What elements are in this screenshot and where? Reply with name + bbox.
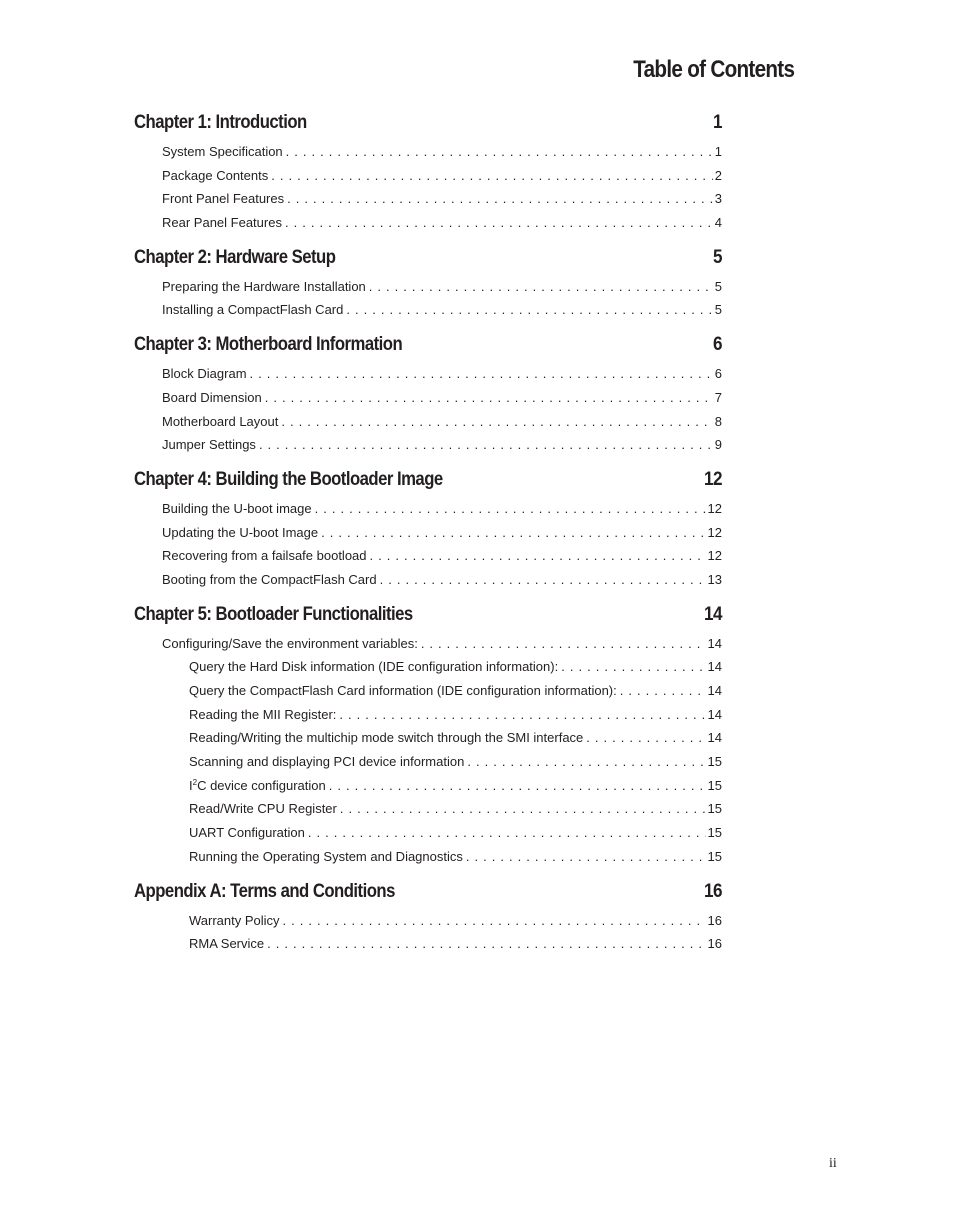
dot-leader <box>308 825 706 840</box>
chapter-page-number: 14 <box>704 603 722 625</box>
chapter-section <box>134 604 722 873</box>
toc-entry-page-number: 9 <box>714 437 722 453</box>
dot-leader <box>380 572 706 587</box>
toc-entry-page-number: 12 <box>707 524 722 540</box>
toc-entry[interactable] <box>134 636 722 660</box>
toc-entry[interactable] <box>134 414 722 438</box>
dot-leader <box>586 730 705 745</box>
toc-entry-title: Block Diagram <box>162 366 247 382</box>
toc-entry[interactable] <box>134 683 722 707</box>
toc-entry[interactable] <box>134 437 722 461</box>
chapter-title: Chapter 3: Motherboard Information <box>134 334 403 356</box>
dot-leader <box>267 936 705 951</box>
toc-entry[interactable] <box>134 501 722 525</box>
chapter-section <box>134 334 722 461</box>
toc-entry-title: Configuring/Save the environment variables: <box>162 635 418 651</box>
page-number: ii <box>829 1156 837 1171</box>
chapter-page-number: 6 <box>713 334 722 356</box>
dot-leader <box>466 849 706 864</box>
toc-entry-page-number: 5 <box>714 302 722 318</box>
chapter-section <box>134 247 722 326</box>
dot-leader <box>285 215 713 230</box>
dot-leader <box>250 366 713 381</box>
chapter-section <box>134 469 722 596</box>
dot-leader <box>620 683 706 698</box>
toc-entry-title: Recovering from a failsafe bootload <box>162 548 367 564</box>
toc-entry-title-prefix: I <box>189 777 193 793</box>
toc-entry-page-number: 14 <box>707 730 722 746</box>
toc-entry[interactable] <box>134 913 722 937</box>
toc-entry-title: Updating the U-boot Image <box>162 524 319 540</box>
dot-leader <box>329 778 706 793</box>
toc-entry-page-number: 15 <box>707 754 722 770</box>
toc-entry-title: Query the CompactFlash Card information (IDE configuration information): <box>189 683 617 698</box>
chapter-heading[interactable] <box>134 881 722 909</box>
toc-entry-title: Motherboard Layout <box>162 413 279 429</box>
toc-entry-page-number: 15 <box>707 825 722 841</box>
toc-entry[interactable] <box>134 144 722 168</box>
toc-entry-page-number: 13 <box>707 571 722 587</box>
dot-leader <box>315 501 706 516</box>
toc-entry[interactable] <box>134 168 722 192</box>
dot-leader <box>421 636 706 651</box>
chapter-page-number: 1 <box>713 112 722 133</box>
chapter-page-number: 5 <box>713 246 722 268</box>
toc-entry[interactable] <box>134 730 722 754</box>
toc-entry-title: Installing a CompactFlash Card <box>162 302 344 318</box>
toc-entry-page-number: 1 <box>714 144 722 159</box>
toc-entry-title: Preparing the Hardware Installation <box>162 278 366 294</box>
toc-entry[interactable] <box>134 778 722 802</box>
toc-entry-page-number: 8 <box>714 413 722 429</box>
chapter-title: Chapter 4: Building the Bootloader Image <box>134 468 443 490</box>
chapter-section <box>134 112 722 239</box>
chapter-heading[interactable] <box>134 247 722 275</box>
chapter-heading[interactable] <box>134 604 722 632</box>
toc-entry[interactable] <box>134 754 722 778</box>
toc-entry[interactable] <box>134 525 722 549</box>
chapter-heading[interactable] <box>134 469 722 497</box>
toc-entry-title-text: C device configuration <box>197 777 326 793</box>
toc-entry[interactable] <box>134 659 722 683</box>
toc-entry-page-number: 14 <box>707 683 722 698</box>
toc-entry-page-number: 16 <box>707 936 722 952</box>
dot-leader <box>281 414 712 429</box>
toc-entry-page-number: 15 <box>707 777 722 793</box>
toc-entry[interactable] <box>134 366 722 390</box>
toc-entry-title: Jumper Settings <box>162 437 256 453</box>
toc-entry-page-number: 3 <box>714 191 722 207</box>
toc-entry-title: Package Contents <box>162 167 269 183</box>
toc-entry[interactable] <box>134 572 722 596</box>
chapter-heading[interactable] <box>134 334 722 362</box>
toc-entry-page-number: 16 <box>707 912 722 928</box>
page-title: Table of Contents <box>632 56 794 83</box>
dot-leader <box>265 390 713 405</box>
toc-entry-title: Front Panel Features <box>162 191 285 207</box>
toc-entry-title: Scanning and displaying PCI device information <box>189 754 465 770</box>
chapter-title: Chapter 5: Bootloader Functionalities <box>134 603 413 625</box>
toc-entry[interactable] <box>134 849 722 873</box>
toc-entry-page-number: 5 <box>714 278 722 294</box>
toc-entry[interactable] <box>134 801 722 825</box>
dot-leader <box>340 801 706 816</box>
toc-entry-title: Read/Write CPU Register <box>189 801 337 817</box>
dot-leader <box>286 144 713 159</box>
toc-entry-title-superscript: 2 <box>192 777 198 787</box>
chapter-heading[interactable] <box>134 112 722 140</box>
toc-entry[interactable] <box>134 390 722 414</box>
toc-entry-title: Building the U-boot image <box>162 500 312 516</box>
toc-entry-title: Query the Hard Disk information (IDE configuration information): <box>189 659 559 675</box>
toc-entry-title: Running the Operating System and Diagnostics <box>189 848 463 864</box>
chapter-section <box>134 881 722 960</box>
dot-leader <box>467 754 705 769</box>
dot-leader <box>287 191 713 206</box>
toc-entry[interactable] <box>134 191 722 215</box>
toc-entry-title: Reading/Writing the multichip mode switch through the SMI interface <box>189 730 584 746</box>
toc-entry-title: Booting from the CompactFlash Card <box>162 571 377 587</box>
toc-entry-page-number: 7 <box>714 389 722 405</box>
dot-leader <box>339 707 705 722</box>
toc-entry-page-number: 15 <box>707 801 722 817</box>
toc-entry[interactable] <box>134 548 722 572</box>
toc-entry[interactable] <box>134 279 722 303</box>
dot-leader <box>283 913 706 928</box>
toc-entry-page-number: 12 <box>707 500 722 516</box>
toc-entry-page-number: 14 <box>707 659 722 675</box>
toc-entry-title: System Specification <box>162 144 283 159</box>
chapter-page-number: 12 <box>704 468 722 490</box>
toc-entry-title: UART Configuration <box>189 825 305 841</box>
chapter-title: Appendix A: Terms and Conditions <box>134 880 395 902</box>
toc-entry-title <box>189 778 326 793</box>
toc-entry[interactable] <box>134 936 722 960</box>
toc-entry-page-number: 14 <box>707 635 722 651</box>
dot-leader <box>561 659 705 674</box>
toc-entry-title: Warranty Policy <box>189 912 280 928</box>
toc-entry[interactable] <box>134 707 722 731</box>
toc-entry[interactable] <box>134 215 722 239</box>
toc-entry-title: RMA Service <box>189 936 265 952</box>
toc-entry-page-number: 12 <box>707 548 722 564</box>
chapter-title: Chapter 2: Hardware Setup <box>134 246 336 268</box>
chapter-page-number: 16 <box>704 880 722 902</box>
toc-entry-page-number: 6 <box>714 366 722 382</box>
table-of-contents <box>134 112 722 968</box>
toc-entry-page-number: 4 <box>714 215 722 231</box>
toc-entry-title: Rear Panel Features <box>162 215 282 231</box>
dot-leader <box>369 279 713 294</box>
dot-leader <box>321 525 705 540</box>
dot-leader <box>271 168 713 183</box>
toc-entry[interactable] <box>134 302 722 326</box>
toc-entry-page-number: 15 <box>707 848 722 864</box>
dot-leader <box>346 302 712 317</box>
toc-entry-page-number: 2 <box>714 167 722 183</box>
dot-leader <box>370 548 706 563</box>
toc-entry-title: Reading the MII Register: <box>189 706 337 722</box>
toc-entry[interactable] <box>134 825 722 849</box>
dot-leader <box>259 437 713 452</box>
toc-entry-page-number: 14 <box>707 706 722 722</box>
toc-entry-title: Board Dimension <box>162 389 262 405</box>
chapter-title: Chapter 1: Introduction <box>134 112 307 133</box>
